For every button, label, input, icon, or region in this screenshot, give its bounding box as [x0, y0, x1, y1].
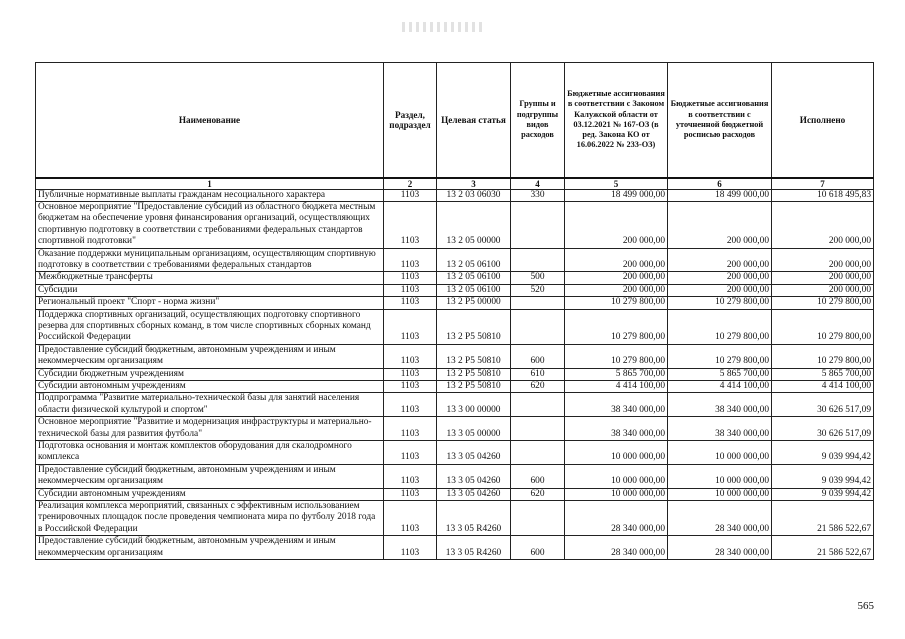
row-group-cell	[511, 501, 565, 536]
row-group-cell	[511, 441, 565, 465]
table-row	[36, 272, 874, 284]
table-row	[36, 297, 874, 309]
header-row	[36, 63, 874, 178]
table-row	[36, 368, 874, 380]
row-target-cell: 13 2 03 06030	[437, 189, 511, 201]
table-row	[36, 189, 874, 201]
row-executed-amount-cell: 4 414 100,00	[772, 381, 874, 393]
table-row	[36, 201, 874, 248]
row-executed-amount-cell: 10 618 495,83	[772, 189, 874, 201]
table-row	[36, 536, 874, 560]
row-refined-amount-cell: 200 000,00	[668, 272, 772, 284]
row-law-amount-cell: 10 279 800,00	[565, 344, 668, 368]
row-law-amount-cell: 28 340 000,00	[565, 536, 668, 560]
row-executed-amount-cell: 30 626 517,09	[772, 417, 874, 441]
row-law-amount-cell: 200 000,00	[565, 272, 668, 284]
row-law-amount-cell: 10 279 800,00	[565, 309, 668, 344]
row-executed-amount-cell: 200 000,00	[772, 201, 874, 248]
row-law-amount-cell: 200 000,00	[565, 284, 668, 296]
row-target-cell: 13 3 05 04260	[437, 488, 511, 500]
header-executed: Исполнено	[772, 63, 874, 178]
row-executed-amount-cell: 200 000,00	[772, 272, 874, 284]
row-section-cell: 1103	[384, 189, 437, 201]
row-executed-amount-cell: 200 000,00	[772, 284, 874, 296]
row-refined-amount-cell: 10 279 800,00	[668, 297, 772, 309]
row-section-cell: 1103	[384, 201, 437, 248]
row-section-cell: 1103	[384, 309, 437, 344]
row-group-cell	[511, 309, 565, 344]
row-section-cell: 1103	[384, 248, 437, 272]
row-name-cell: Публичные нормативные выплаты гражданам несоциального характера	[36, 189, 384, 201]
budget-table	[35, 62, 874, 560]
column-number: 4	[511, 178, 565, 190]
header-target: Целевая статья	[437, 63, 511, 178]
row-executed-amount-cell: 10 279 800,00	[772, 344, 874, 368]
row-target-cell: 13 2 P5 50810	[437, 344, 511, 368]
row-group-cell	[511, 248, 565, 272]
header-section: Раздел, подраздел	[384, 63, 437, 178]
table-row	[36, 393, 874, 417]
row-executed-amount-cell: 9 039 994,42	[772, 464, 874, 488]
row-name-cell: Субсидии	[36, 284, 384, 296]
row-name-cell: Поддержка спортивных организаций, осуществляющих подготовку спортивного резерва для спортивных сборных команд, в том числе спортивных сборных команд Российской Федерации	[36, 309, 384, 344]
row-target-cell: 13 3 00 00000	[437, 393, 511, 417]
scan-smudge	[402, 22, 482, 32]
row-name-cell: Предоставление субсидий бюджетным, автономным учреждениям и иным некоммерческим организациям	[36, 464, 384, 488]
row-refined-amount-cell: 38 340 000,00	[668, 417, 772, 441]
row-name-cell: Подготовка основания и монтаж комплектов оборудования для скалодромного комплекса	[36, 441, 384, 465]
row-section-cell: 1103	[384, 297, 437, 309]
row-section-cell: 1103	[384, 393, 437, 417]
row-law-amount-cell: 38 340 000,00	[565, 393, 668, 417]
row-target-cell: 13 2 P5 00000	[437, 297, 511, 309]
row-law-amount-cell: 10 000 000,00	[565, 488, 668, 500]
row-executed-amount-cell: 21 586 522,67	[772, 501, 874, 536]
row-target-cell: 13 3 05 04260	[437, 464, 511, 488]
column-number: 5	[565, 178, 668, 190]
row-group-cell: 610	[511, 368, 565, 380]
row-law-amount-cell: 200 000,00	[565, 201, 668, 248]
row-executed-amount-cell: 30 626 517,09	[772, 393, 874, 417]
row-law-amount-cell: 10 000 000,00	[565, 441, 668, 465]
row-group-cell: 600	[511, 344, 565, 368]
row-section-cell: 1103	[384, 284, 437, 296]
row-law-amount-cell: 5 865 700,00	[565, 368, 668, 380]
row-group-cell: 500	[511, 272, 565, 284]
row-target-cell: 13 3 05 04260	[437, 441, 511, 465]
table-row	[36, 441, 874, 465]
row-law-amount-cell: 10 000 000,00	[565, 464, 668, 488]
column-number-row	[36, 178, 874, 190]
row-executed-amount-cell: 10 279 800,00	[772, 297, 874, 309]
row-refined-amount-cell: 10 000 000,00	[668, 464, 772, 488]
row-refined-amount-cell: 200 000,00	[668, 201, 772, 248]
row-name-cell: Региональный проект "Спорт - норма жизни"	[36, 297, 384, 309]
header-groups: Группы и подгруппы видов расходов	[511, 63, 565, 178]
row-refined-amount-cell: 28 340 000,00	[668, 536, 772, 560]
row-law-amount-cell: 18 499 000,00	[565, 189, 668, 201]
row-refined-amount-cell: 28 340 000,00	[668, 501, 772, 536]
row-group-cell	[511, 297, 565, 309]
row-name-cell: Основное мероприятие "Развитие и модернизация инфраструктуры и материально-технической базы для развития футбола"	[36, 417, 384, 441]
row-refined-amount-cell: 200 000,00	[668, 284, 772, 296]
row-target-cell: 13 3 05 R4260	[437, 536, 511, 560]
row-section-cell: 1103	[384, 344, 437, 368]
table-row	[36, 501, 874, 536]
row-group-cell	[511, 393, 565, 417]
row-name-cell: Оказание поддержки муниципальным организациям, осуществляющим спортивную подготовку в соответствии с требованиями федеральных стандартов	[36, 248, 384, 272]
row-group-cell: 600	[511, 464, 565, 488]
column-number: 3	[437, 178, 511, 190]
table-body	[36, 189, 874, 560]
row-executed-amount-cell: 9 039 994,42	[772, 441, 874, 465]
table-row	[36, 417, 874, 441]
row-refined-amount-cell: 18 499 000,00	[668, 189, 772, 201]
row-target-cell: 13 2 P5 50810	[437, 368, 511, 380]
row-executed-amount-cell: 9 039 994,42	[772, 488, 874, 500]
row-law-amount-cell: 10 279 800,00	[565, 297, 668, 309]
row-section-cell: 1103	[384, 441, 437, 465]
row-refined-amount-cell: 10 279 800,00	[668, 309, 772, 344]
row-refined-amount-cell: 200 000,00	[668, 248, 772, 272]
row-section-cell: 1103	[384, 464, 437, 488]
row-section-cell: 1103	[384, 417, 437, 441]
row-refined-amount-cell: 4 414 100,00	[668, 381, 772, 393]
row-group-cell	[511, 201, 565, 248]
table-row	[36, 309, 874, 344]
table-row	[36, 381, 874, 393]
row-name-cell: Основное мероприятие "Предоставление субсидий из областного бюджета местным бюджетам на обеспечение уровня финансирования организаций, осуществляющих спортивную подготовку в соответствии с требованиями федеральных стандартов спортивной подготовки"	[36, 201, 384, 248]
page-number: 565	[857, 600, 874, 612]
table-row	[36, 488, 874, 500]
column-number: 7	[772, 178, 874, 190]
row-executed-amount-cell: 5 865 700,00	[772, 368, 874, 380]
row-target-cell: 13 2 05 00000	[437, 201, 511, 248]
row-executed-amount-cell: 10 279 800,00	[772, 309, 874, 344]
column-number: 6	[668, 178, 772, 190]
row-name-cell: Предоставление субсидий бюджетным, автономным учреждениям и иным некоммерческим организациям	[36, 344, 384, 368]
header-law-allocations: Бюджетные ассигнования в соответствии с Законом Калужской области от 03.12.2021 № 167-ОЗ (в ред. Закона КО от 16.06.2022 № 233-ОЗ)	[565, 63, 668, 178]
row-refined-amount-cell: 10 279 800,00	[668, 344, 772, 368]
table-row	[36, 248, 874, 272]
row-target-cell: 13 3 05 R4260	[437, 501, 511, 536]
row-target-cell: 13 2 05 06100	[437, 248, 511, 272]
row-refined-amount-cell: 10 000 000,00	[668, 441, 772, 465]
row-refined-amount-cell: 5 865 700,00	[668, 368, 772, 380]
row-section-cell: 1103	[384, 272, 437, 284]
row-section-cell: 1103	[384, 488, 437, 500]
row-group-cell: 620	[511, 488, 565, 500]
row-group-cell: 330	[511, 189, 565, 201]
row-target-cell: 13 2 05 06100	[437, 272, 511, 284]
column-number: 1	[36, 178, 384, 190]
row-target-cell: 13 3 05 00000	[437, 417, 511, 441]
row-law-amount-cell: 200 000,00	[565, 248, 668, 272]
row-name-cell: Предоставление субсидий бюджетным, автономным учреждениям и иным некоммерческим организациям	[36, 536, 384, 560]
row-target-cell: 13 2 P5 50810	[437, 309, 511, 344]
row-group-cell	[511, 417, 565, 441]
row-executed-amount-cell: 21 586 522,67	[772, 536, 874, 560]
row-refined-amount-cell: 10 000 000,00	[668, 488, 772, 500]
row-name-cell: Субсидии автономным учреждениям	[36, 488, 384, 500]
row-executed-amount-cell: 200 000,00	[772, 248, 874, 272]
row-group-cell: 520	[511, 284, 565, 296]
row-name-cell: Субсидии автономным учреждениям	[36, 381, 384, 393]
row-target-cell: 13 2 05 06100	[437, 284, 511, 296]
row-group-cell: 600	[511, 536, 565, 560]
row-section-cell: 1103	[384, 501, 437, 536]
row-name-cell: Межбюджетные трансферты	[36, 272, 384, 284]
table-row	[36, 344, 874, 368]
row-section-cell: 1103	[384, 536, 437, 560]
row-section-cell: 1103	[384, 381, 437, 393]
header-refined-allocations: Бюджетные ассигнования в соответствии с уточненной бюджетной росписью расходов	[668, 63, 772, 178]
row-target-cell: 13 2 P5 50810	[437, 381, 511, 393]
row-name-cell: Субсидии бюджетным учреждениям	[36, 368, 384, 380]
row-group-cell: 620	[511, 381, 565, 393]
row-law-amount-cell: 4 414 100,00	[565, 381, 668, 393]
row-section-cell: 1103	[384, 368, 437, 380]
row-refined-amount-cell: 38 340 000,00	[668, 393, 772, 417]
table-row	[36, 284, 874, 296]
row-law-amount-cell: 38 340 000,00	[565, 417, 668, 441]
row-name-cell: Реализация комплекса мероприятий, связанных с эффективным использованием тренировочных площадок после проведения чемпионата мира по футболу 2018 года в Российской Федерации	[36, 501, 384, 536]
table-row	[36, 464, 874, 488]
column-number: 2	[384, 178, 437, 190]
row-law-amount-cell: 28 340 000,00	[565, 501, 668, 536]
header-name: Наименование	[36, 63, 384, 178]
row-name-cell: Подпрограмма "Развитие материально-технической базы для занятий населения области физической культурой и спортом"	[36, 393, 384, 417]
